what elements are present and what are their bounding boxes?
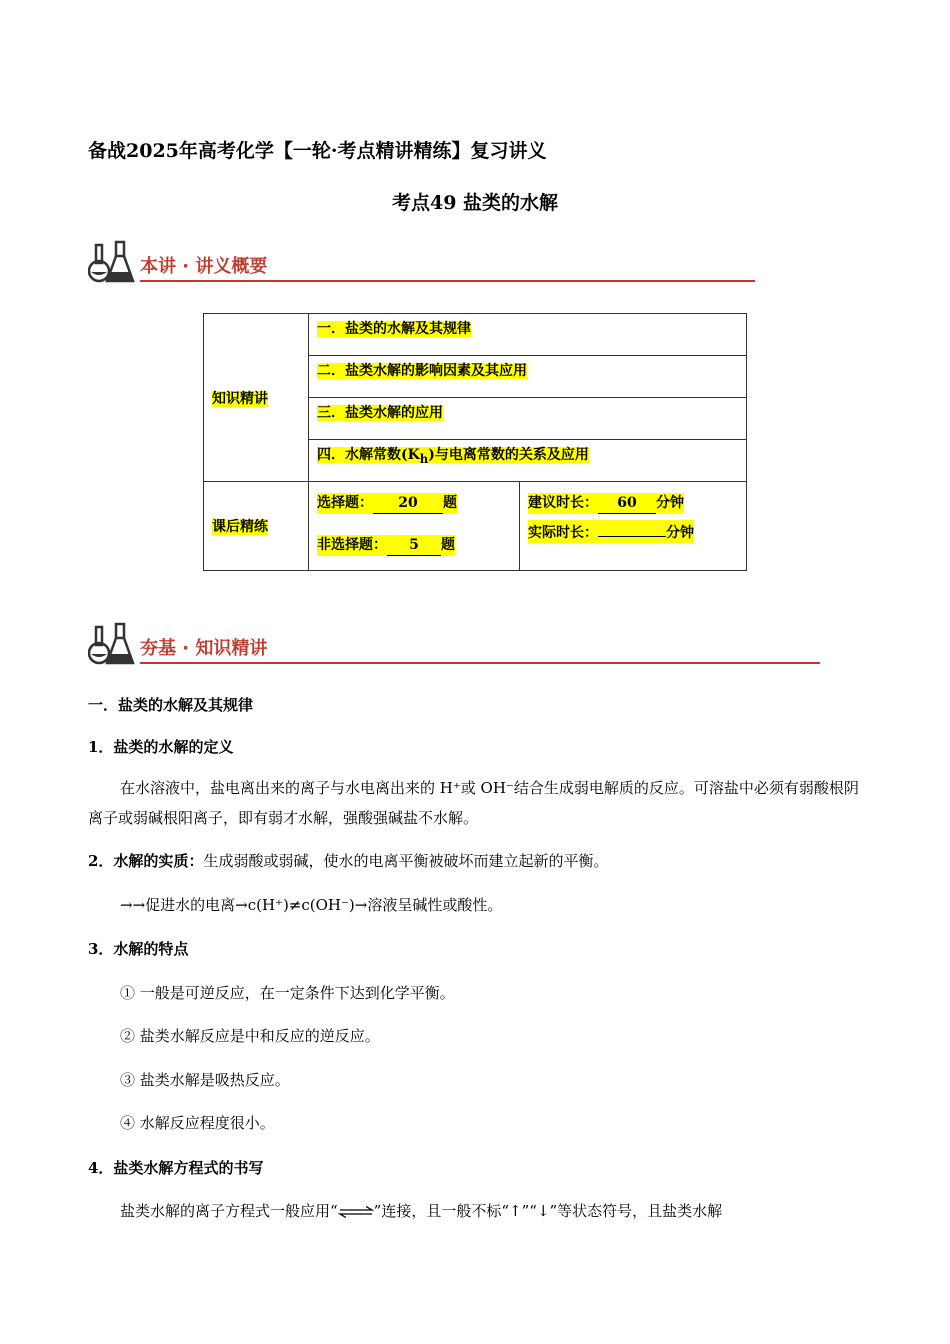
heading-1: 1．盐类的水解的定义 — [88, 738, 234, 756]
suggested-time: 60 — [598, 493, 656, 514]
topic-cell: 一．盐类的水解及其规律 — [309, 314, 747, 356]
paragraph-equation-writing: 盐类水解的离子方程式一般应用“ ”连接，且一般不标“↑”“↓”等状态符号，且盐类水解 — [120, 1202, 723, 1220]
overview-table — [203, 313, 747, 571]
paragraph-definition: 在水溶液中，盐电离出来的离子与水电离出来的 H⁺或 OH⁻结合生成弱电解质的反应。可溶盐中必须有弱酸根阴离子或弱碱根阳离子，即有弱才水解，强酸强碱盐不水解。 — [88, 779, 859, 827]
flask-icon — [88, 240, 138, 286]
section-header-knowledge — [88, 622, 822, 670]
feature-item: ③ 盐类水解是吸热反应。 — [120, 1071, 290, 1089]
topic-cell: 二．盐类水解的影响因素及其应用 — [309, 356, 747, 398]
choice-count: 20 — [373, 493, 443, 514]
section-header-overview — [88, 240, 758, 288]
feature-item: ④ 水解反应程度很小。 — [120, 1114, 275, 1132]
hydrolysis-chain: →→促进水的电离→c(H⁺)≠c(OH⁻)→溶液呈碱性或酸性。 — [120, 896, 503, 914]
feature-item: ② 盐类水解反应是中和反应的逆反应。 — [120, 1027, 380, 1045]
topic-cell: 四．水解常数$(K_h)$与电离常数的关系及应用 — [309, 440, 747, 482]
section-title: 本讲 · 讲义概要 — [140, 256, 268, 277]
heading-4: 4．盐类水解方程式的书写 — [88, 1159, 264, 1177]
heading-2: 2．水解的实质：生成弱酸或弱碱，使水的电离平衡被破坏而建立起新的平衡。 — [88, 852, 609, 870]
feature-item: ① 一般是可逆反应，在一定条件下达到化学平衡。 — [120, 984, 455, 1002]
actual-time-blank[interactable] — [598, 520, 666, 537]
heading-3: 3．水解的特点 — [88, 940, 189, 958]
practice-label-cell: 课后精练 — [204, 482, 309, 571]
document-subtitle: 考点49 盐类的水解 — [391, 192, 559, 214]
time-cell: 建议时长： 60 分钟 实际时长： 分钟 — [520, 482, 747, 571]
topic-cell: 三．盐类水解的应用 — [309, 398, 747, 440]
section-divider — [140, 662, 820, 664]
nonchoice-count: 5 — [387, 535, 441, 556]
document-title: 备战2025年高考化学【一轮·考点精讲精练】复习讲义 — [88, 140, 547, 162]
section-title: 夯基 · 知识精讲 — [140, 638, 268, 659]
heading-part1: 一．盐类的水解及其规律 — [88, 696, 254, 714]
flask-icon — [88, 622, 138, 668]
section-divider — [140, 280, 755, 282]
knowledge-label-cell: 知识精讲 — [204, 314, 309, 482]
question-count-cell: 选择题： 20 题 非选择题： 5 题 — [309, 482, 520, 571]
reversible-arrow-icon — [338, 1206, 374, 1218]
